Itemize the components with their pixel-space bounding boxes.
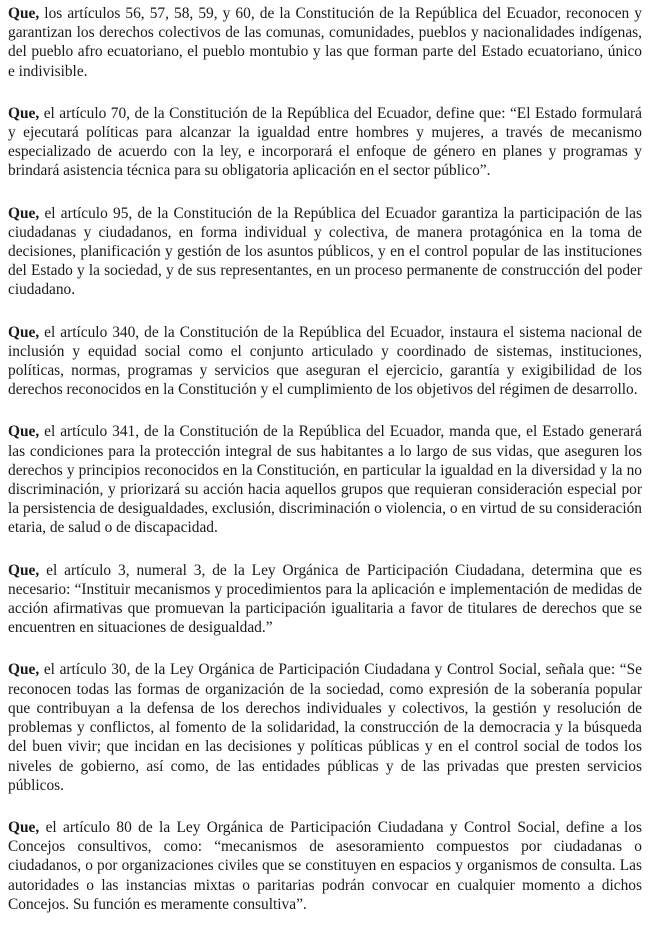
clause-text: el artículo 3, numeral 3, de la Ley Orgánica de Participación Ciudadana, determina que es necesario: “Instituir mecanismos y procedimientos para la aplicación e implementación de medidas de acción afirmativas que promuevan la participación igualitaria a favor de titulares de derechos que se encuentren en situaciones de desigualdad.” — [8, 561, 642, 637]
clause-lead: Que, — [8, 204, 40, 222]
clause-text: el artículo 70, de la Constitución de la República del Ecuador, define que: “El Estado formulará y ejecutará políticas para alcanzar la igualdad entre hombres y mujeres, a través de mecanismo especializado de acuerdo con la ley, e incorporará el enfoque de género en planes y programas y brindará asistencia técnica para su obligatoria aplicación en el sector público”. — [8, 104, 642, 180]
clause-lead: Que, — [8, 818, 40, 836]
clause-text: el artículo 95, de la Constitución de la República del Ecuador garantiza la participación de las ciudadanas y ciudadanos, en forma individual y colectiva, de manera protagónica en la toma de decisiones, planificación y gestión de los asuntos públicos, y en el control popular de las instituciones del Estado y la sociedad, y de sus representantes, en un proceso permanente de construcción del poder ciudadano. — [8, 204, 642, 299]
clause-text: el artículo 30, de la Ley Orgánica de Participación Ciudadana y Control Social, señala que: “Se reconocen todas las formas de organización de la sociedad, como expresión de la soberanía popular que contribuyan a la defensa de los derechos individuales y colectivos, la gestión y resolución de problemas y conflictos, al fomento de la solidaridad, la construcción de la democracia y la búsqueda del buen vivir; que incidan en las decisiones y políticas públicas y en el control social de todos los niveles de gobierno, así como, de las entidades públicas y de las privadas que presten servicios públicos. — [8, 661, 642, 794]
whereas-clause-art-341 — [8, 422, 642, 537]
whereas-clause-art-70 — [8, 104, 642, 181]
clause-lead: Que, — [8, 561, 40, 579]
clause-lead: Que, — [8, 423, 40, 441]
clause-text: el artículo 340, de la Constitución de la República del Ecuador, instaura el sistema nacional de inclusión y equidad social como el conjunto articulado y coordinado de sistemas, instituciones, políticas, normas, programas y servicios que aseguran el ejercicio, garantía y exigibilidad de los derechos reconocidos en la Constitución y el cumplimiento de los objetivos del régimen de desarrollo. — [8, 323, 642, 399]
clause-text: los artículos 56, 57, 58, 59, y 60, de la Constitución de la República del Ecuador, reconocen y garantizan los derechos colectivos de las comunas, comunidades, pueblos y nacionalidades indígenas, del pueblo afro ecuatoriano, el pueblo montubio y las que forman parte del Estado ecuatoriano, único e indivisible. — [8, 5, 642, 80]
whereas-clause-art-80 — [8, 818, 642, 914]
clause-text: el artículo 341, de la Constitución de la República del Ecuador, manda que, el Estado generará las condiciones para la protección integral de sus habitantes a lo largo de sus vidas, que aseguren los derechos y principios reconocidos en la Constitución, en particular la igualdad en la diversidad y la no discriminación, y priorizará su acción hacia aquellos grupos que requieran consideración especial por la persistencia de desigualdades, exclusión, discriminación o violencia, o en virtud de su consideración etaria, de salud o de discapacidad. — [8, 423, 642, 537]
clause-lead: Que, — [8, 5, 40, 22]
clause-text: el artículo 80 de la Ley Orgánica de Participación Ciudadana y Control Social, define a los Concejos consultivos, como: “mecanismos de asesoramiento compuestos por ciudadanas o ciudadanos, o por organizaciones civiles que se constituyen en espacios y organismos de consulta. Las autoridades o las instancias mixtas o paritarias podrán convocar en cualquier momento a dichos Concejos. Su función es meramente consultiva”. — [8, 818, 642, 913]
whereas-clause-art-30 — [8, 660, 642, 794]
whereas-clause-arts-56-60 — [8, 4, 642, 81]
whereas-clause-art-95 — [8, 204, 642, 300]
whereas-clause-art-3 — [8, 561, 642, 638]
whereas-clause-art-340 — [8, 323, 642, 400]
document-page — [8, 4, 642, 937]
clause-lead: Que, — [8, 323, 40, 341]
clause-lead: Que, — [8, 104, 40, 122]
clause-lead: Que, — [8, 661, 40, 679]
